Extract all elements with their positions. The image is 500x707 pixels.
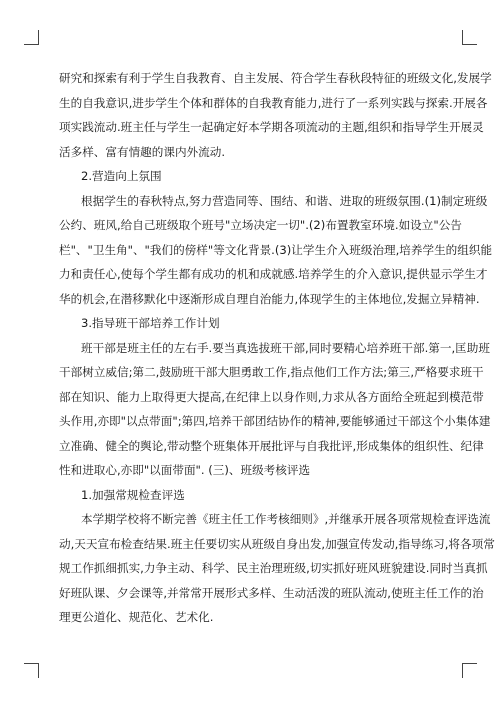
paragraph-class-cadres <box>59 336 491 483</box>
text-line: 公约、班风,给自己班级取个班号"立场决定一切".(2)布置教室环境.如设立"公告 <box>59 218 462 232</box>
section-heading-3 <box>59 311 445 336</box>
crop-mark-top-right <box>462 30 477 45</box>
text-line: 好班队课、夕会课等,并常常开展形式多样、生动活泼的班队流动,使班主任工作的治 <box>59 585 484 600</box>
paragraph-routine-inspection <box>59 507 495 630</box>
document-body <box>59 66 495 630</box>
text-line: 力和责任心,使每个学生都有成功的机和成就感.培养学生的介入意识,提供显示学生才 <box>59 267 488 281</box>
text-line: 生的自我意识,进步学生个体和群体的自我教育能力,进行了一系列实践与探索.开展各 <box>59 95 488 110</box>
paragraph-continuation <box>59 66 492 164</box>
text-line: 规工作抓细抓实,力争主动、科学、民主治理班级,切实抓好班风班貌建设.同时当真抓 <box>59 561 488 575</box>
text-line: 本学期学校将不断完善《班主任工作考核细则》,并继承开展各项常规检查评选流 <box>81 512 491 526</box>
text-line: 立准确、健全的舆论,带动整个班集体开展批评与自我批评,形成集体的组织性、纪律 <box>59 438 484 453</box>
paragraph-atmosphere <box>59 189 493 312</box>
text-line: 栏"、"卫生角"、"我们的傍样"等文化背景.(3)让学生介入班级治理,培养学生的组织能 <box>59 242 493 257</box>
crop-mark-bottom-right <box>462 663 477 678</box>
text-line: 头作用,亦即"以点带面";第四,培养干部团结协作的精神,要能够通过干部这个小集体建 <box>59 414 491 428</box>
text-line: 动,天天宣布检查结果.班主任要切实从班级自身出发,加强宣传发动,指导练习,将各项常 <box>59 536 495 551</box>
heading-line: 2.营造向上氛围 <box>81 169 162 183</box>
text-line: 干部树立威信;第二,鼓励班干部大胆勇敢工作,指点他们工作方法;第三,严格要求班干 <box>59 365 484 379</box>
crop-mark-bottom-left <box>24 663 39 678</box>
text-line: 项实践流动.班主任与学生一起确定好本学期各项流动的主题,组织和指导学生开展灵 <box>59 120 484 134</box>
heading-line: 3.指导班干部培养工作计划 <box>81 316 220 330</box>
text-line: 根据学生的春秋特点,努力营造同等、围结、和谐、进取的班级氛围.(1)制定班级 <box>81 193 488 208</box>
crop-mark-top-left <box>24 30 39 45</box>
text-line: 研究和探索有利于学生自我教育、自主发展、符合学生春秋段特征的班级文化,发展学 <box>59 71 492 85</box>
heading-line: 1.加强常规检查评选 <box>81 487 185 502</box>
text-line: 华的机会,在潜移默化中逐渐形成自理自治能力,体现学生的主体地位,发掘立异精神. <box>59 291 480 306</box>
section-heading-routine <box>59 483 445 508</box>
text-line: 班干部是班主任的左右手.要当真选拔班干部,同时要精心培养班干部.第一,匡助班 <box>81 340 490 355</box>
text-line: 理更公道化、规范化、艺术化. <box>59 610 214 624</box>
text-line: 性和进取心,亦即"以面带面". (三)、班级考核评选 <box>59 463 311 477</box>
text-line: 活多样、富有情趣的课内外流动. <box>59 144 225 159</box>
text-line: 部在知识、能力上取得更大提高,在纪律上以身作则,力求从各方面给全班起到模范带 <box>59 389 484 404</box>
section-heading-2 <box>59 164 445 189</box>
